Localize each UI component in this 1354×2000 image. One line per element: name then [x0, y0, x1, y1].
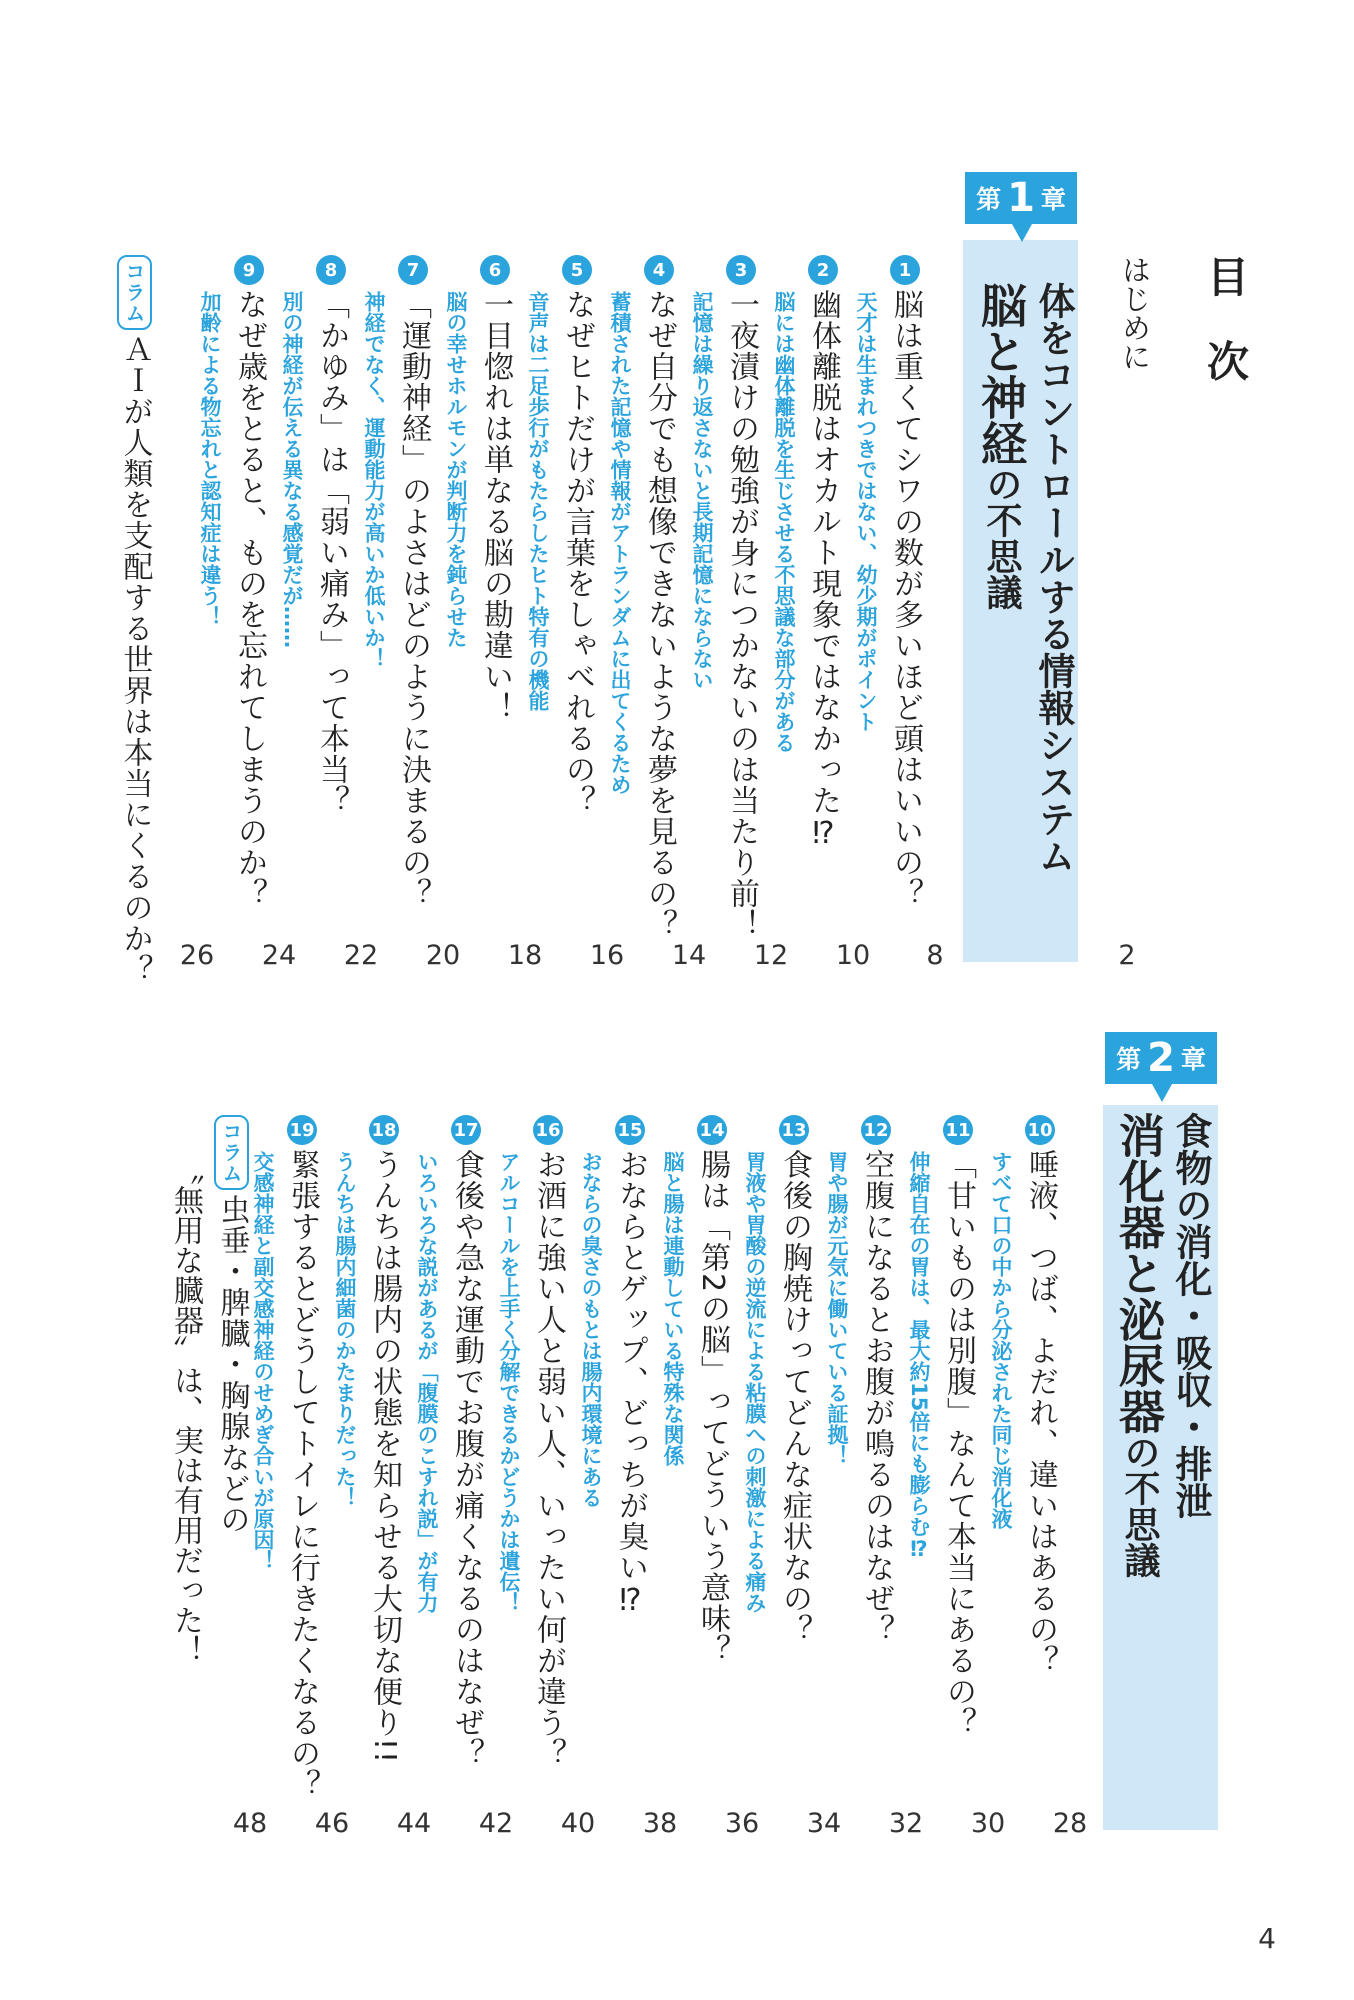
toc-item-title[interactable]: 一目惚れは単なる脳の勘違い！: [478, 289, 513, 723]
toc-item[interactable]: [743, 1115, 812, 1645]
toc-item[interactable]: [907, 1115, 976, 1738]
toc-item-page: 28: [1052, 1808, 1088, 1839]
toc-item[interactable]: [280, 255, 349, 816]
toc-item-main: [478, 255, 513, 723]
item-number-badge: 9: [234, 255, 264, 285]
toc-item-title[interactable]: 一夜漬けの勉強が身につかないのは当たり前！: [724, 289, 759, 940]
toc-item[interactable]: [198, 255, 267, 909]
toc-item-main: [642, 255, 677, 940]
item-number-badge: 12: [861, 1115, 891, 1145]
toc-item[interactable]: [526, 255, 595, 816]
toc-item-subtitle: いろいろな説があるが「腹膜のこすれ説」が有力: [415, 1151, 439, 1613]
chapter2-title-main: 消化器と泌尿器: [1112, 1112, 1166, 1434]
toc-item-page: 16: [589, 940, 625, 971]
toc-item-subtitle: すべて口の中から分泌された同じ消化液: [989, 1151, 1013, 1529]
intro-label[interactable]: はじめに: [1118, 255, 1152, 371]
toc-item[interactable]: [579, 1115, 648, 1619]
item-number-badge: 14: [697, 1115, 727, 1145]
toc-item[interactable]: [497, 1115, 566, 1769]
toc-item-page: 8: [926, 940, 944, 971]
chapter1-title-small: の不思議: [981, 466, 1022, 610]
toc-item-main: [531, 1115, 566, 1769]
toc-item-title[interactable]: 「甘いものは別腹」なんて本当にあるの？: [941, 1149, 976, 1738]
toc-item-title[interactable]: 「運動神経」のよさはどのように決まるの？: [396, 289, 431, 909]
toc-item[interactable]: [362, 255, 431, 909]
toc-item-subtitle: 神経でなく、運動能力が高いか低いか！: [362, 291, 386, 669]
toc-item-subtitle: アルコールを上手く分解できるかどうかは遺伝！: [497, 1151, 521, 1613]
toc-item-title[interactable]: なぜ歳をとると、ものを忘れてしまうのか？: [232, 289, 267, 909]
toc-item-main: [1023, 1115, 1058, 1676]
toc-item-subtitle: 加齢による物忘れと認知症は違う！: [198, 291, 222, 627]
toc-item-page: 36: [724, 1808, 760, 1839]
chapter2-subtitle: 食物の消化・吸収・排泄: [1169, 1112, 1212, 1519]
item-number-badge: 8: [316, 255, 346, 285]
item-number-badge: 19: [287, 1115, 317, 1145]
toc-item-main: [613, 1115, 648, 1619]
column-badge: コラム: [214, 1115, 249, 1190]
toc-item-page: 42: [478, 1808, 514, 1839]
toc-item-title[interactable]: 唾液、つば、よだれ、違いはあるの？: [1023, 1149, 1058, 1676]
toc-item-subtitle: 胃や腸が元気に働いている証拠！: [825, 1151, 849, 1466]
item-number-badge: 4: [644, 255, 674, 285]
toc-item-subtitle: 天才は生まれつきではない、幼少期がポイント: [854, 291, 878, 732]
toc-item-page: 14: [671, 940, 707, 971]
toc-item-main: [367, 1115, 402, 1765]
toc-item-page: 30: [970, 1808, 1006, 1839]
item-number-badge: 16: [533, 1115, 563, 1145]
toc-item-page: 10: [835, 940, 871, 971]
toc-item[interactable]: [333, 1115, 402, 1765]
toc-item-main: [888, 255, 923, 909]
chapter1-badge-post: 章: [1040, 185, 1066, 214]
toc-item-title[interactable]: 緊張するとどうしてトイレに行きたくなるの？: [285, 1149, 320, 1800]
toc-item-subtitle: 脳と腸は連動している特殊な関係: [661, 1151, 685, 1466]
toc-item[interactable]: [690, 255, 759, 940]
toc-item-page: 46: [314, 1808, 350, 1839]
toc-item-subtitle: 音声は二足歩行がもたらしたヒト特有の機能: [526, 291, 550, 711]
toc-column-title[interactable]: 虫垂・脾臓・胸腺などの: [214, 1194, 250, 1535]
toc-item-main: [314, 255, 349, 816]
item-number-badge: 17: [451, 1115, 481, 1145]
toc-item-page: 38: [642, 1808, 678, 1839]
toc-item-title[interactable]: 空腹になるとお腹が鳴るのはなぜ？: [859, 1149, 894, 1645]
chapter1-badge-num: 1: [1007, 175, 1035, 221]
toc-item-subtitle: 脳の幸せホルモンが判断力を鈍らせた: [444, 291, 468, 648]
toc-item[interactable]: [661, 1115, 730, 1666]
item-number-badge: 1: [890, 255, 920, 285]
toc-item-page: 12: [753, 940, 789, 971]
toc-item-page: 34: [806, 1808, 842, 1839]
toc-item-title[interactable]: おならとゲップ、どっちが臭い⁉: [613, 1149, 648, 1619]
toc-item[interactable]: [415, 1115, 484, 1769]
toc-item-page: 24: [261, 940, 297, 971]
toc-column-main: [117, 255, 152, 985]
toc-item-page: 22: [343, 940, 379, 971]
chapter1-title-main: 脳と神経: [974, 282, 1028, 466]
toc-item-page: 32: [888, 1808, 924, 1839]
chapter2-title: [1106, 1112, 1172, 1578]
toc-item-subtitle: 交感神経と副交感神経のせめぎ合いが原因！: [251, 1151, 275, 1571]
item-number-badge: 18: [369, 1115, 399, 1145]
toc-item-main: [859, 1115, 894, 1645]
intro-page: 2: [1118, 940, 1136, 971]
toc-column-subtitle: 〝無用な臓器〟は、実は有用だった！: [168, 1155, 203, 1665]
chapter1-badge-pre: 第: [976, 185, 1002, 214]
toc-item-page: 18: [507, 940, 543, 971]
toc-item-page: 40: [560, 1808, 596, 1839]
toc-item[interactable]: [251, 1115, 320, 1800]
toc-item-subtitle: うんちは腸内細菌のかたまりだった！: [333, 1151, 357, 1508]
chapter2-badge-pre: 第: [1116, 1045, 1142, 1074]
toc-item-main: [941, 1115, 976, 1738]
toc-item-title[interactable]: 幽体離脱はオカルト現象ではなかった⁉: [806, 289, 841, 852]
toc-item[interactable]: [444, 255, 513, 723]
toc-item-title[interactable]: お酒に強い人と弱い人、いったい何が違う？: [531, 1149, 566, 1769]
chapter2-badge-post: 章: [1180, 1045, 1206, 1074]
toc-item-subtitle: 別の神経が伝える異なる感覚だが……: [280, 291, 304, 648]
item-number-badge: 15: [615, 1115, 645, 1145]
toc-item-subtitle: おならの臭さのもとは腸内環境にある: [579, 1151, 603, 1508]
item-number-badge: 3: [726, 255, 756, 285]
toc-item-main: [396, 255, 431, 909]
toc-item-title[interactable]: 食後や急な運動でお腹が痛くなるのはなぜ？: [449, 1149, 484, 1769]
page-number: 4: [1258, 1922, 1276, 1955]
toc-title: 目 次: [1201, 255, 1250, 396]
toc-item-title[interactable]: なぜ自分でも想像できないような夢を見るの？: [642, 289, 677, 940]
toc-column-title[interactable]: ＡＩが人類を支配する世界は本当にくるのか？: [117, 334, 153, 985]
item-number-badge: 10: [1025, 1115, 1055, 1145]
toc-item-main: [449, 1115, 484, 1769]
toc-item-main: [724, 255, 759, 940]
toc-column-main: [214, 1115, 249, 1665]
item-number-badge: 13: [779, 1115, 809, 1145]
toc-item-title[interactable]: 「かゆみ」は「弱い痛み」って本当？: [314, 289, 349, 816]
toc-item-subtitle: 記憶は繰り返さないと長期記憶にならない: [690, 291, 714, 690]
toc-column[interactable]: [117, 255, 152, 985]
toc-item-subtitle: 伸縮自在の胃は、最大約15倍にも膨らむ⁉: [907, 1151, 931, 1562]
toc-item-page: 20: [425, 940, 461, 971]
column-badge: コラム: [117, 255, 152, 330]
toc-column-page: 26: [179, 940, 215, 971]
item-number-badge: 6: [480, 255, 510, 285]
toc-item-title[interactable]: なぜヒトだけが言葉をしゃべれるの？: [560, 289, 595, 816]
item-number-badge: 11: [943, 1115, 973, 1145]
item-number-badge: 5: [562, 255, 592, 285]
toc-item-main: [695, 1115, 730, 1666]
item-number-badge: 2: [808, 255, 838, 285]
chapter1-title: [968, 282, 1034, 610]
chapter2-title-small: の不思議: [1119, 1434, 1160, 1578]
toc-item-page: 44: [396, 1808, 432, 1839]
toc-item-main: [285, 1115, 320, 1800]
toc-item[interactable]: [825, 1115, 894, 1645]
toc-column[interactable]: [170, 1115, 249, 1665]
toc-item-subtitle: 脳には幽体離脱を生じさせる不思議な部分がある: [772, 291, 796, 753]
toc-item-main: [232, 255, 267, 909]
toc-item[interactable]: [989, 1115, 1058, 1676]
toc-column-page: 48: [232, 1808, 268, 1839]
chapter1-badge: [965, 172, 1077, 224]
toc-item-title[interactable]: 腸は「第2の脳」ってどういう意味？: [695, 1149, 730, 1666]
toc-item-subtitle: 蓄積された記憶や情報がアトランダムに出てくるため: [608, 291, 632, 795]
toc-item[interactable]: [854, 255, 923, 909]
toc-item[interactable]: [608, 255, 677, 940]
toc-item-main: [777, 1115, 812, 1645]
chapter1-subtitle: 体をコントロールする情報システム: [1032, 282, 1075, 874]
toc-item-title[interactable]: 脳は重くてシワの数が多いほど頭はいいの？: [888, 289, 923, 909]
toc-item[interactable]: [772, 255, 841, 852]
toc-item-title[interactable]: うんちは腸内の状態を知らせる大切な便り!!: [367, 1149, 402, 1765]
toc-item-main: [806, 255, 841, 852]
chapter2-badge-num: 2: [1147, 1035, 1175, 1081]
toc-item-main: [560, 255, 595, 816]
item-number-badge: 7: [398, 255, 428, 285]
toc-item-title[interactable]: 食後の胸焼けってどんな症状なの？: [777, 1149, 812, 1645]
chapter2-badge: [1105, 1032, 1217, 1084]
toc-item-subtitle: 胃液や胃酸の逆流による粘膜への刺激による痛み: [743, 1151, 767, 1613]
